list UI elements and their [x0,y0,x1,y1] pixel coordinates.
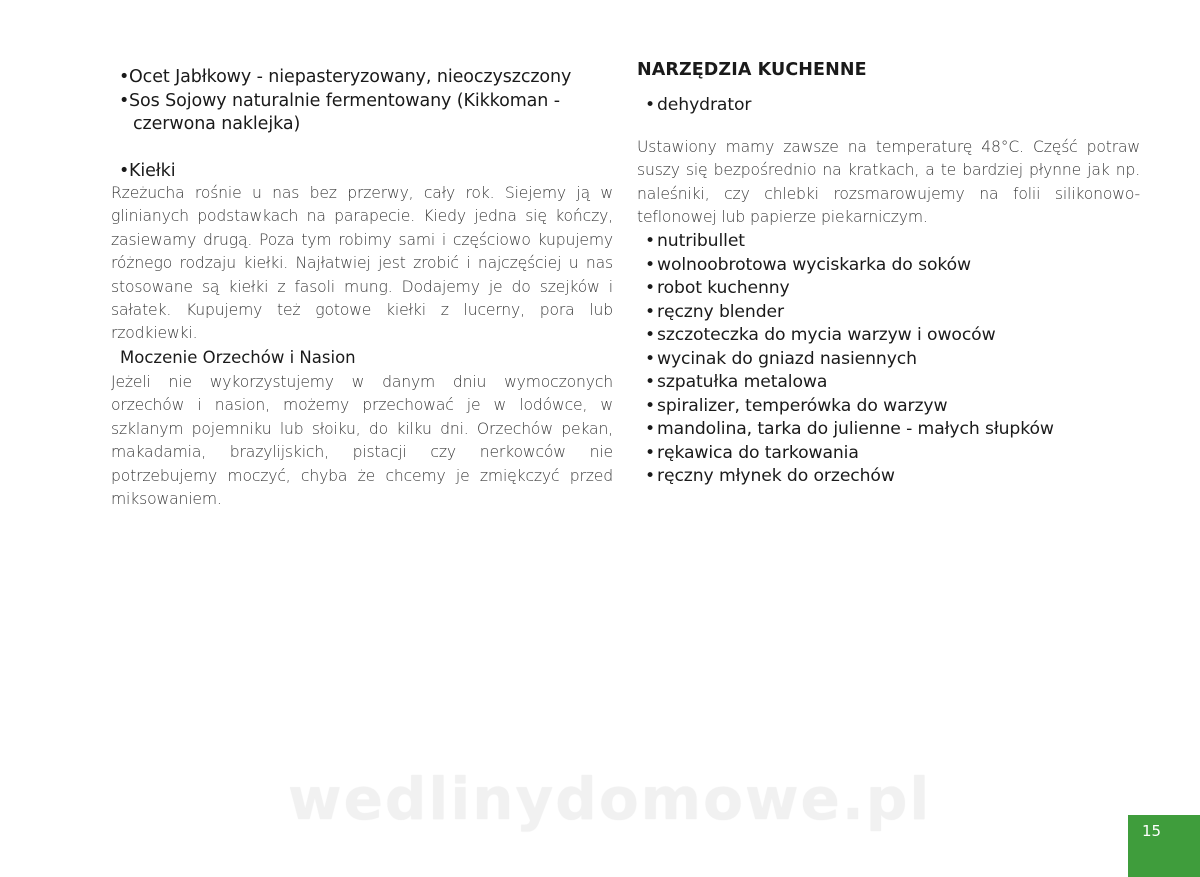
bullet-dot: • [645,349,656,369]
moczenie-title: Moczenie Orzechów i Nasion [120,348,356,367]
dehydrator-paragraph: Ustawiony mamy zawsze na temperaturę 48°C. Część potraw suszy się bezpośrednio na kratkach, a te bardziej płynne jak np. naleśniki, czy chlebki rozsmarowujemy na folii silikonowo-teflonowej lub papierze piekarniczym. [637,138,1140,227]
bullet-dot: • [645,95,656,115]
tool-item: • szpatułka metalowa [645,372,828,392]
tool-item-dehydrator: • dehydrator [645,95,752,115]
moczenie-paragraph: Jeżeli nie wykorzystujemy w danym dniu wymoczonych orzechów i nasion, możemy przechować je w lodówce, w szklanym pojemniku lub słoiku, do kilku dni. Orzechów pekan, makadamia, brazylijskich, pistacji czy nerkowców nie potrzebujemy moczyć, chyba że chcemy je zmiękczyć przed miksowaniem. [111,373,613,509]
tool-item: • nutribullet [645,231,745,251]
tool-item: • szczoteczka do mycia warzyw i owoców [645,325,996,345]
tool-item: • rękawica do tarkowania [645,443,859,463]
bullet-dot: • [645,231,656,251]
bullet-dot: • [645,255,656,275]
tool-item: • ręczny młynek do orzechów [645,466,895,486]
tool-item: • mandolina, tarka do julienne - małych słupków [645,419,1054,439]
tool-item: • spiralizer, temperówka do warzyw [645,396,948,416]
bullet-dot: • [645,443,656,463]
bullet-item: •Ocet Jabłkowy - niepasteryzowany, nieoczyszczony [119,67,572,87]
bullet-dot: • [119,67,130,87]
watermark: wedlinydomowe.pl [288,765,932,833]
bullet-dot: • [645,325,656,345]
bullet-dot: • [645,372,656,392]
bullet-item: •Sos Sojowy naturalnie fermentowany (Kikkoman - [119,91,560,111]
kielki-paragraph: Rzeżucha rośnie u nas bez przerwy, cały rok. Siejemy ją w glinianych podstawkach na parapecie. Kiedy jedna się kończy, zasiewamy drugą. Poza tym robimy sami i częściowo kupujemy różnego rodzaju kiełki. Najłatwiej jest zrobić i najczęściej u nas stosowane są kiełki z fasoli mung. Dodajemy je do szejków i sałatek. Kupujemy też gotowe kiełki z lucerny, pora lub rzodkiewki. [111,184,613,343]
bullet-dot: • [119,161,130,181]
kielki-title: •Kiełki [119,161,176,181]
tool-item: • robot kuchenny [645,278,790,298]
bullet-dot: • [645,278,656,298]
bullet-dot: • [119,91,130,111]
section-heading: NARZĘDZIA KUCHENNE [637,60,867,80]
tool-item: • wolnoobrotowa wyciskarka do soków [645,255,971,275]
bullet-dot: • [645,419,656,439]
page-number-box [1128,815,1200,877]
bullet-item-continuation: czerwona naklejka) [133,114,301,134]
bullet-dot: • [645,466,656,486]
page-number: 15 [1142,822,1162,840]
tool-item: • ręczny blender [645,302,784,322]
tool-item: • wycinak do gniazd nasiennych [645,349,917,369]
bullet-dot: • [645,302,656,322]
bullet-dot: • [645,396,656,416]
